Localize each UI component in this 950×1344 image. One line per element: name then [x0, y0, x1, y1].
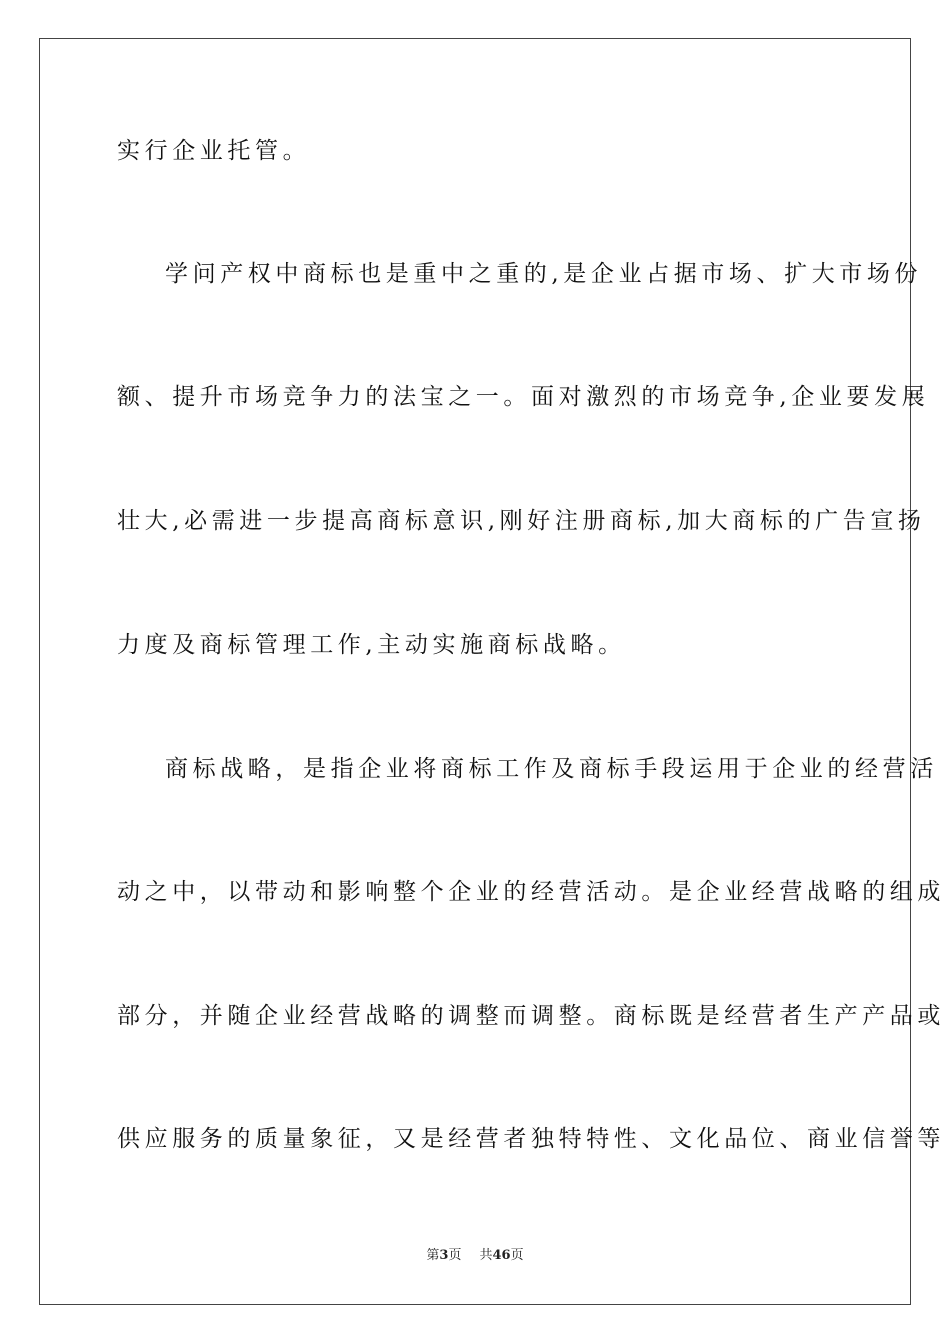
- text-line-1: 实行企业托管。: [117, 138, 311, 164]
- text-line-5: 力度及商标管理工作,主动实施商标战略。: [117, 632, 626, 658]
- page-prefix: 第: [426, 1248, 440, 1263]
- text-line-9: 供应服务的质量象征，又是经营者独特特性、文化品位、商业信誉等: [117, 1126, 945, 1152]
- paragraph-start-line: 商标战略，是指企业将商标工作及商标手段运用于企业的经营活: [165, 756, 938, 782]
- current-page-number: 3: [439, 1248, 449, 1263]
- page-footer: [0, 1247, 950, 1265]
- total-page-count: 46: [492, 1248, 511, 1263]
- text-line-7: 动之中，以带动和影响整个企业的经营活动。是企业经营战略的组成: [117, 879, 945, 905]
- text-line-4: 壮大,必需进一步提高商标意识,刚好注册商标,加大商标的广告宣扬: [117, 508, 926, 534]
- text-line-8: 部分，并随企业经营战略的调整而调整。商标既是经营者生产产品或: [117, 1003, 945, 1029]
- total-prefix: 共: [479, 1248, 493, 1263]
- page-suffix: 页: [448, 1248, 462, 1263]
- page-border: [39, 38, 945, 1305]
- total-suffix: 页: [510, 1248, 524, 1263]
- paragraph-start-line: 学问产权中商标也是重中之重的,是企业占据市场、扩大市场份: [165, 261, 923, 287]
- text-line-3: 额、提升市场竞争力的法宝之一。面对激烈的市场竞争,企业要发展: [117, 384, 930, 410]
